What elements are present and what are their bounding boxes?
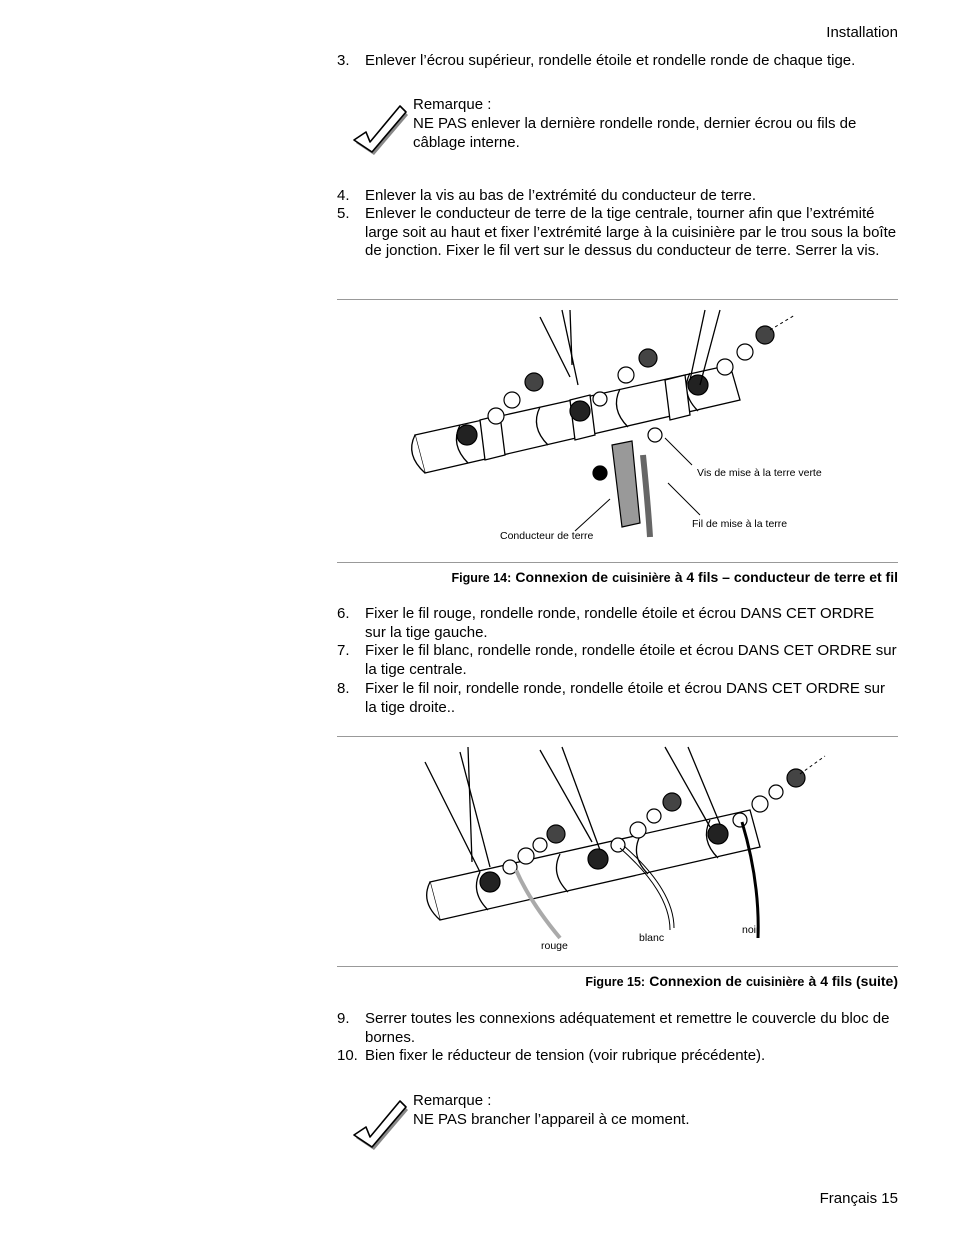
list-item: 8. Fixer le fil noir, rondelle ronde, rondelle étoile et écrou DANS CET ORDRE sur la tige droite.. bbox=[337, 680, 885, 716]
list-item: 10. Bien fixer le réducteur de tension (voir rubrique précédente). bbox=[337, 1047, 766, 1064]
note-body: NE PAS brancher l’appareil à ce moment. bbox=[413, 1111, 690, 1128]
list-item: 6. Fixer le fil rouge, rondelle ronde, rondelle étoile et écrou DANS CET ORDRE sur la tige gauche. bbox=[337, 605, 875, 641]
list-item: 4. Enlever la vis au bas de l’extrémité du conducteur de terre. bbox=[337, 187, 757, 204]
figure-15-caption: Figure 15: Connexion de cuisinière à 4 fils (suite) bbox=[585, 973, 898, 989]
divider bbox=[337, 736, 898, 737]
list-item: 9. Serrer toutes les connexions adéquatement et remettre le couvercle du bloc de bornes. bbox=[337, 1010, 890, 1046]
note-remarque-1 bbox=[413, 95, 893, 152]
list-item: 5. Enlever le conducteur de terre de la tige centrale, tourner afin que l’extrémité large soit au haut et fixer l’extrémité large à la cuisinière par le trou sous la boîte de jonction. Fixer le fil vert sur le dessus du conducteur de terre. Serrer la vis. bbox=[337, 205, 897, 260]
note-remarque-2 bbox=[413, 1091, 893, 1129]
checkmark-note-icon bbox=[348, 1097, 408, 1153]
label-vis-terre: Vis de mise à la terre verte bbox=[697, 467, 822, 479]
page-footer: Français 15 bbox=[819, 1190, 898, 1207]
note-title: Remarque : bbox=[413, 1092, 492, 1109]
note-title: Remarque : bbox=[413, 96, 492, 113]
page-header: Installation bbox=[826, 24, 898, 41]
figure-14-caption: Figure 14: Connexion de cuisinière à 4 fils – conducteur de terre et fil bbox=[451, 569, 898, 585]
list-item: 7. Fixer le fil blanc, rondelle ronde, rondelle étoile et écrou DANS CET ORDRE sur la tige centrale. bbox=[337, 642, 897, 678]
label-conducteur: Conducteur de terre bbox=[500, 530, 594, 542]
note-body: NE PAS enlever la dernière rondelle ronde, dernier écrou ou fils de câblage interne. bbox=[413, 115, 857, 151]
divider bbox=[337, 299, 898, 300]
divider bbox=[337, 966, 898, 967]
label-noir: noir bbox=[742, 924, 760, 936]
label-blanc: blanc bbox=[639, 932, 665, 944]
figure-15-illustration bbox=[420, 742, 840, 952]
figure-14-illustration bbox=[400, 305, 820, 545]
checkmark-note-icon bbox=[348, 102, 408, 158]
divider bbox=[337, 562, 898, 563]
label-fil-terre: Fil de mise à la terre bbox=[692, 518, 788, 530]
list-item: 3. Enlever l’écrou supérieur, rondelle étoile et rondelle ronde de chaque tige. bbox=[337, 52, 856, 69]
label-rouge: rouge bbox=[541, 940, 568, 952]
